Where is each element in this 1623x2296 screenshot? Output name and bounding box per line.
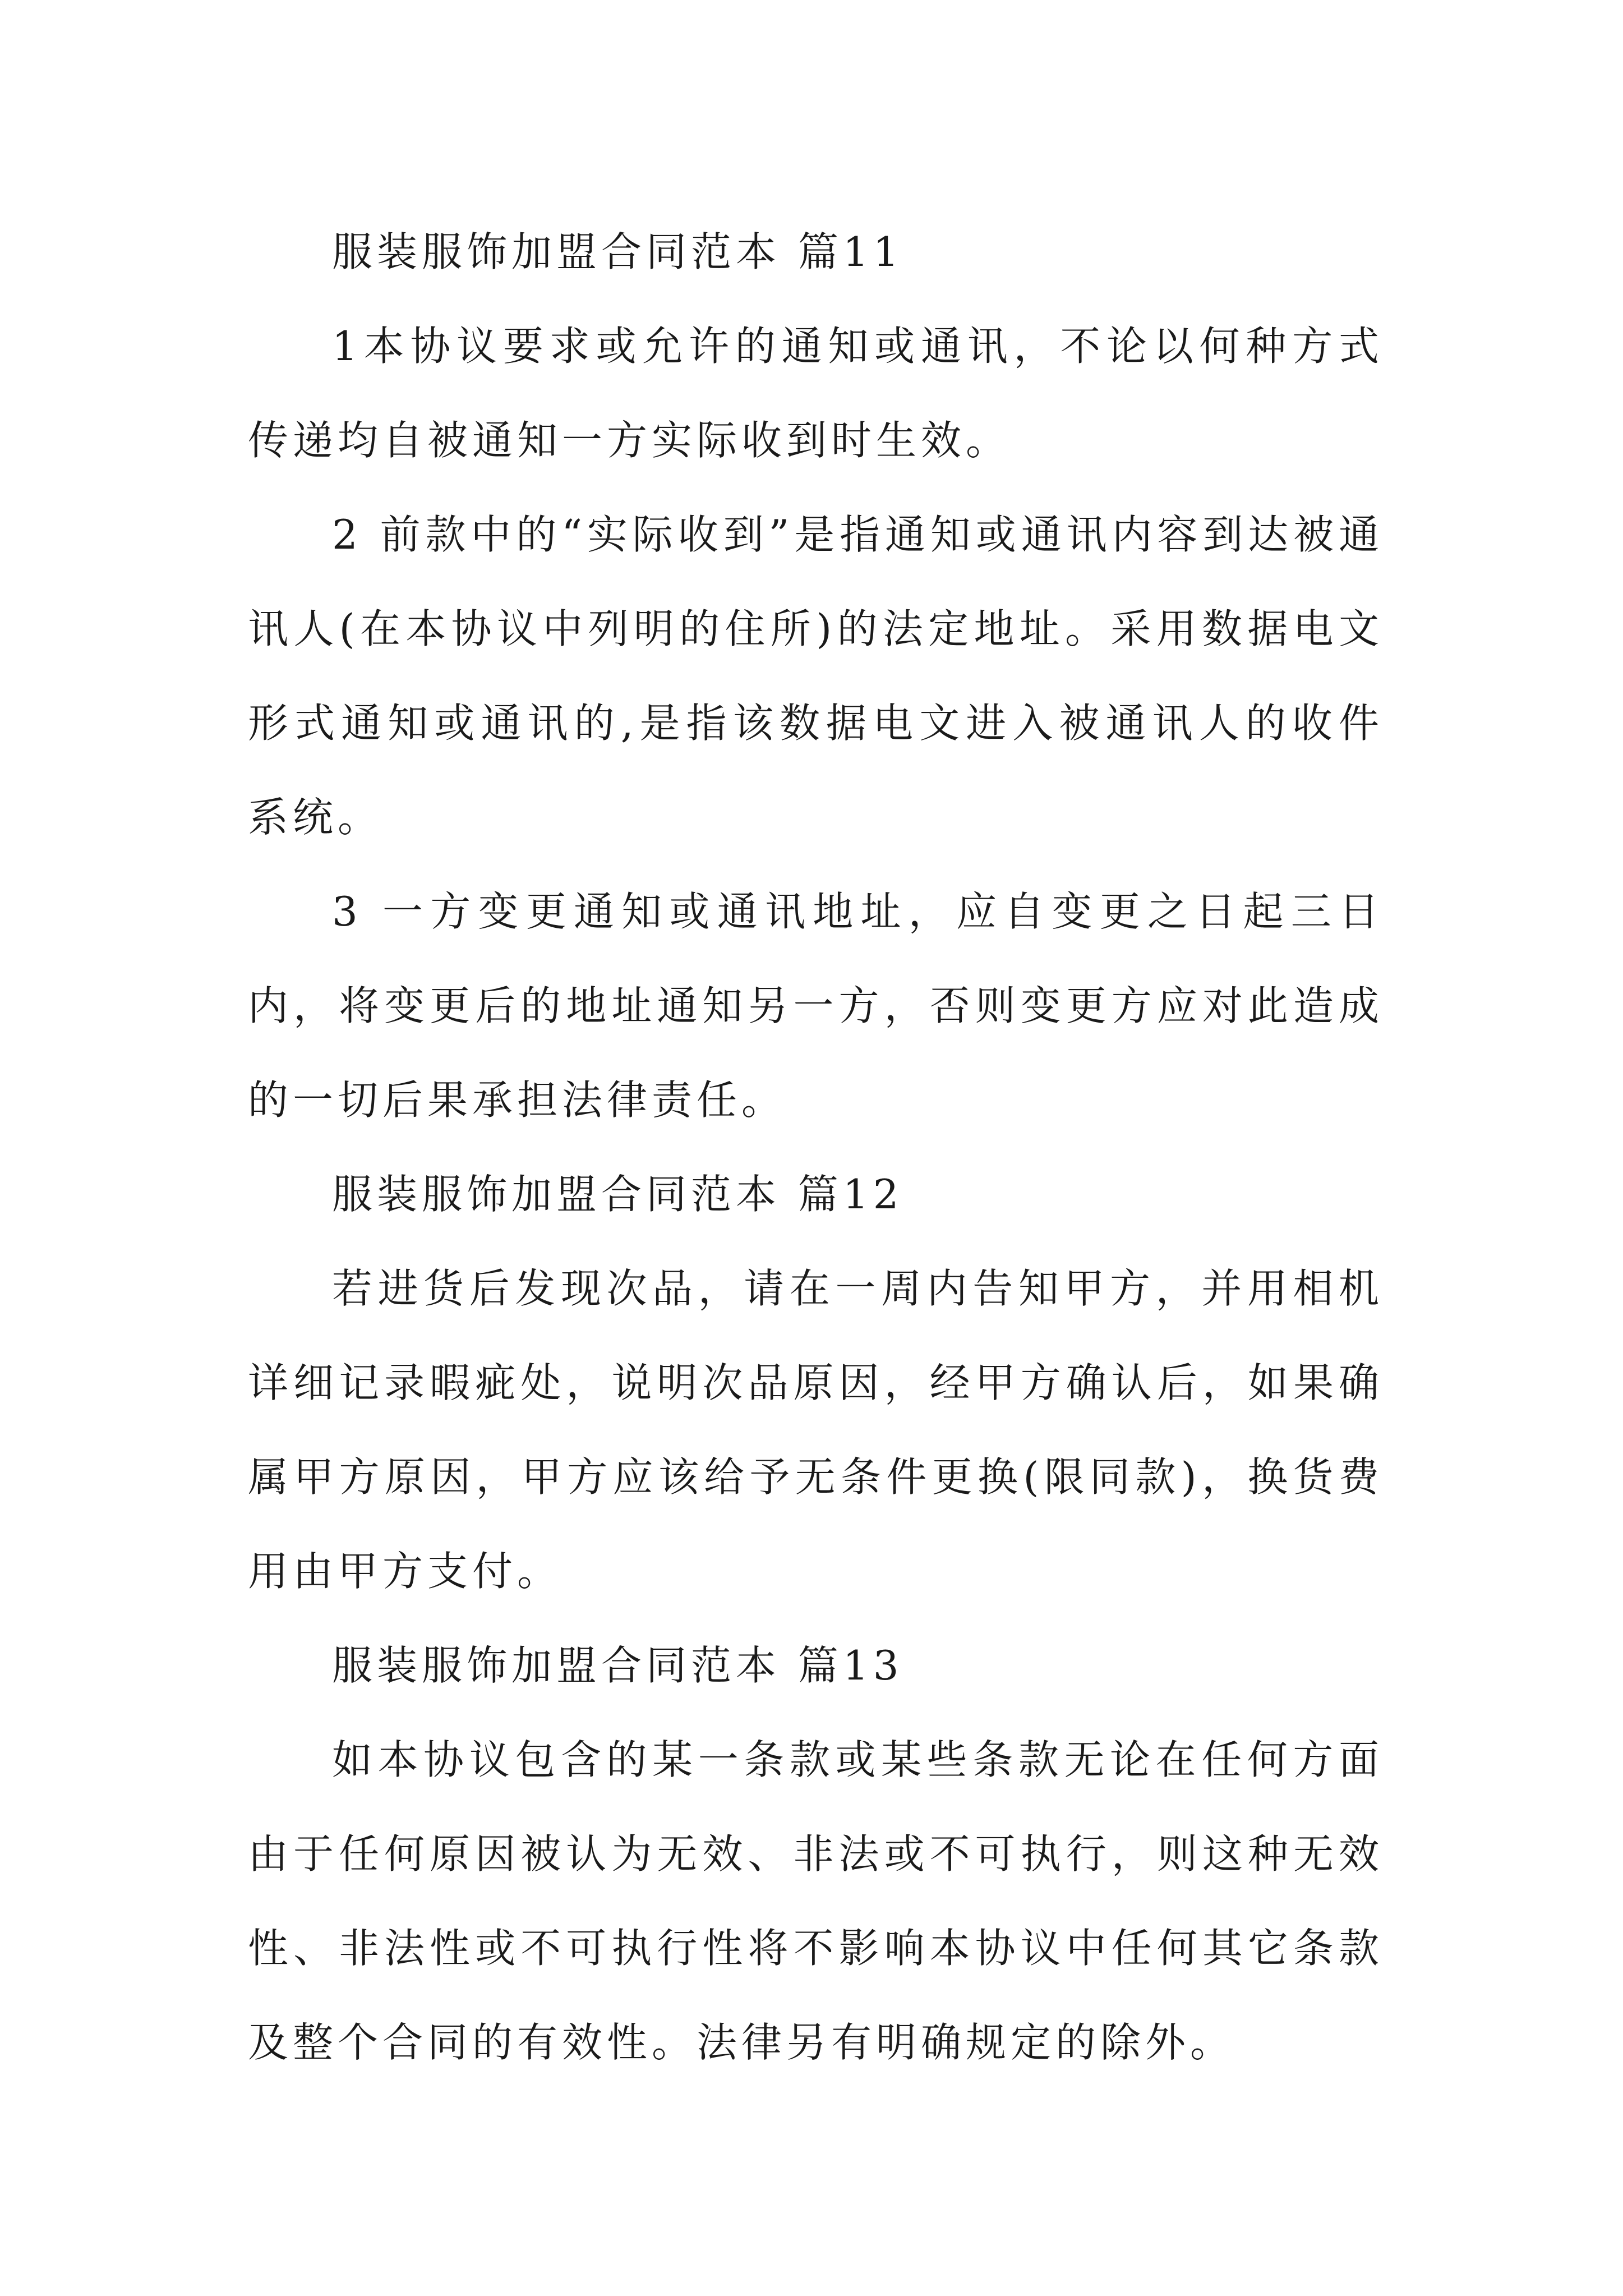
paragraph-clause-3: 3 一方变更通知或通讯地址，应自变更之日起三日内，将变更后的地址通知另一方，否则变更方应对此造成的一切后果承担法律责任。	[248, 888, 1384, 1124]
paragraph-clause-2: 2 前款中的“实际收到”是指通知或通讯内容到达被通讯人(在本协议中列明的住所)的法定地址。采用数据电文形式通知或通讯的,是指该数据电文进入被通讯人的收件系统。	[248, 511, 1384, 841]
section-heading-12: 服装服饰加盟合同范本 篇12	[332, 1171, 903, 1218]
document-body	[248, 205, 1384, 2090]
paragraph-defects: 若进货后发现次品，请在一周内告知甲方，并用相机详细记录暇疵处，说明次品原因，经甲方确认后，如果确属甲方原因，甲方应该给予无条件更换(限同款)，换货费用由甲方支付。	[248, 1265, 1384, 1595]
section-heading-13: 服装服饰加盟合同范本 篇13	[332, 1642, 903, 1689]
paragraph-clause-1: 1本协议要求或允许的通知或通讯，不论以何种方式传递均自被通知一方实际收到时生效。	[248, 323, 1384, 464]
section-heading-11: 服装服饰加盟合同范本 篇11	[332, 228, 903, 275]
paragraph-severability: 如本协议包含的某一条款或某些条款无论在任何方面由于任何原因被认为无效、非法或不可执行，则这种无效性、非法性或不可执行性将不影响本协议中任何其它条款及整个合同的有效性。法律另有明确规定的除外。	[248, 1736, 1384, 2066]
